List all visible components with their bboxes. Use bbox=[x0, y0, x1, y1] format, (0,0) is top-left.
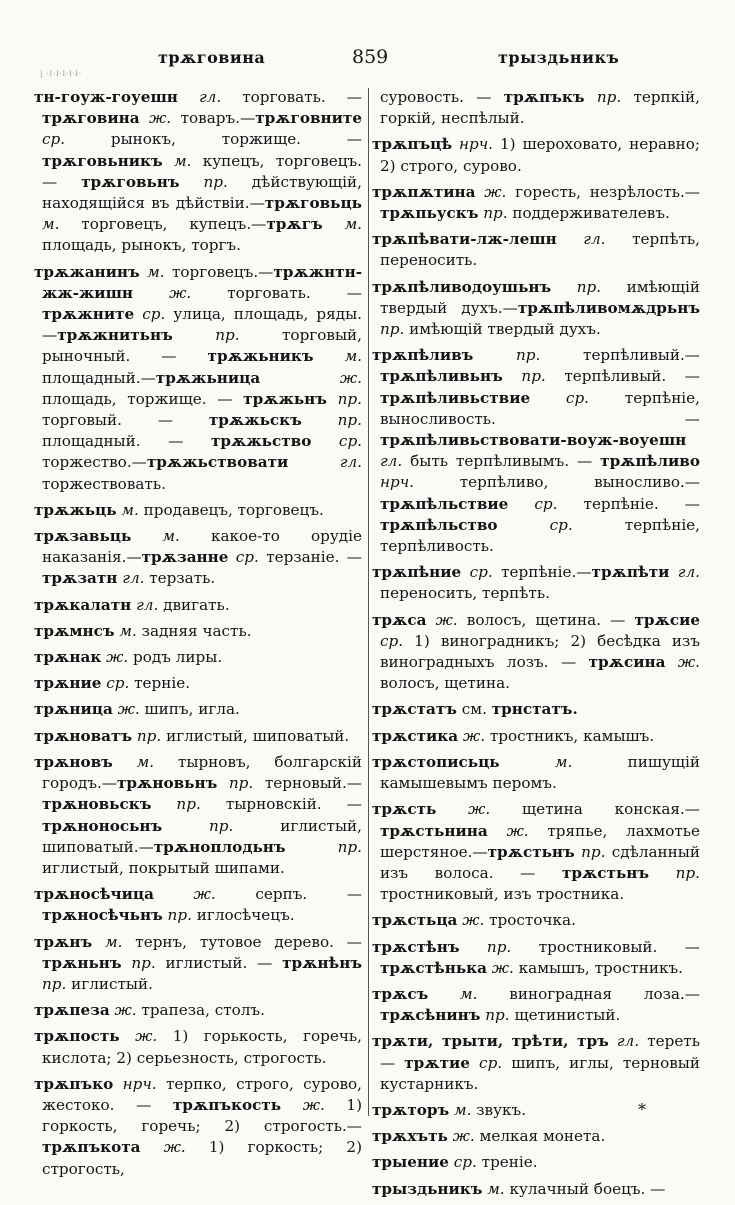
grammar-label: пр. bbox=[162, 906, 192, 925]
dictionary-entry bbox=[372, 1100, 700, 1121]
definition-text: тростникъ, камышъ. bbox=[485, 726, 655, 745]
dictionary-entry bbox=[372, 1152, 700, 1173]
definition-text: терніе. bbox=[129, 674, 191, 693]
definition-text: треніе. bbox=[476, 1153, 538, 1172]
headword: трѫстѣнъ bbox=[372, 937, 460, 956]
headword: трѫпъцѣ bbox=[372, 135, 453, 154]
definition-text: 1) горькость, горечь, кислота; 2) серьезность, строгость. bbox=[42, 1027, 362, 1067]
grammar-label: ж. bbox=[665, 653, 701, 672]
definition-text: щетина конская.— bbox=[490, 800, 700, 819]
headword: трѫпѣливомѫдрьнъ bbox=[517, 298, 700, 317]
dictionary-entry bbox=[372, 910, 700, 931]
dictionary-entry bbox=[34, 87, 362, 257]
definition-text: терпкій, горкій, неспѣлый. bbox=[380, 88, 700, 128]
grammar-label: ср. bbox=[508, 494, 558, 513]
grammar-label: м. bbox=[162, 151, 192, 170]
grammar-label: ж. bbox=[260, 368, 362, 387]
headword: трѫти, трыти, трѣти, тръ bbox=[372, 1032, 609, 1051]
definition-text: товаръ.— bbox=[171, 109, 256, 128]
headword: трѫпьускъ bbox=[380, 204, 479, 223]
definition-text: переносить, терпѣть. bbox=[380, 584, 550, 603]
dictionary-entry bbox=[372, 182, 700, 224]
dictionary-entry bbox=[34, 262, 362, 495]
grammar-label: гл. bbox=[669, 563, 700, 582]
definition-text: виноградная лоза.— bbox=[477, 984, 700, 1003]
headword: трѫновьнъ bbox=[117, 774, 218, 793]
grammar-label: ж. bbox=[436, 800, 491, 819]
headword: трѫнак bbox=[34, 648, 102, 667]
grammar-label: ср. bbox=[469, 1053, 503, 1072]
definition-text: площадь, торжище. — bbox=[42, 389, 244, 408]
dictionary-entry bbox=[34, 500, 362, 521]
definition-text: торговый, рыночный. — bbox=[42, 326, 362, 366]
definition-text: дѣйствующій, находящійся въ дѣйствіи.— bbox=[42, 172, 362, 213]
grammar-label: ж. bbox=[101, 648, 129, 667]
headword: тн-гоуж-гоуешн bbox=[34, 88, 178, 106]
definition-text: терзаніе. — bbox=[258, 548, 362, 567]
grammar-label: ж. bbox=[447, 1127, 475, 1146]
definition-text: терпѣніе, терпѣливость. bbox=[380, 515, 700, 556]
dictionary-entry bbox=[34, 1074, 362, 1180]
definition-text: рынокъ, торжище. — bbox=[65, 130, 362, 149]
headword: трѫпъкота bbox=[42, 1138, 141, 1157]
grammar-label: пр. bbox=[584, 88, 622, 106]
definition-text: волосъ, щетина. — bbox=[457, 610, 635, 629]
grammar-label: ж. bbox=[140, 1138, 186, 1157]
grammar-label: гл. bbox=[117, 569, 145, 588]
definition-text: купецъ, торговецъ. — bbox=[42, 151, 362, 191]
definition-text: иглистый, шиповатый. bbox=[161, 726, 350, 745]
definition-text: горесть, незрѣлость.— bbox=[506, 182, 700, 201]
definition-text: терпѣть, переносить. bbox=[380, 230, 700, 270]
header-first-word: трѫговина bbox=[158, 48, 266, 67]
headword: трѫсѣнинъ bbox=[380, 1006, 481, 1025]
headword: трѫговьць bbox=[264, 194, 362, 213]
grammar-label: пр. bbox=[172, 326, 240, 345]
definition-text: 1) виноградникъ; 2) бесѣдка изъ виноградныхъ лозъ. — bbox=[380, 631, 700, 672]
dictionary-entry bbox=[372, 610, 700, 695]
definition-text: иглистый. — bbox=[155, 953, 283, 972]
headword: трѫпъко bbox=[34, 1074, 114, 1093]
definition-text: площадь, рынокъ, торгъ. bbox=[42, 236, 241, 255]
dictionary-entry bbox=[372, 937, 700, 979]
headword: трѫжнитьнъ bbox=[57, 326, 173, 345]
library-stamp: | ·l·l·l·l·l· bbox=[40, 70, 83, 78]
grammar-label: ср. bbox=[42, 130, 66, 149]
dictionary-entry bbox=[372, 726, 700, 747]
grammar-label: ж. bbox=[426, 610, 458, 629]
definition-text: тернъ, тутовое дерево. — bbox=[122, 932, 362, 951]
definition-text: площадный. — bbox=[42, 432, 211, 451]
grammar-label: пр. bbox=[42, 974, 67, 993]
definition-text: тростниковый. — bbox=[511, 937, 700, 956]
grammar-label: м. bbox=[92, 932, 123, 951]
headword: трѫторъ bbox=[372, 1100, 450, 1119]
grammar-label: пр. bbox=[301, 411, 362, 430]
grammar-label: гл. bbox=[131, 595, 159, 614]
definition-text: какое-то орудіе наказанія.— bbox=[42, 527, 362, 567]
dictionary-entry bbox=[34, 673, 362, 694]
headword: трѫстатъ bbox=[372, 700, 457, 719]
grammar-label: ж. bbox=[119, 1027, 158, 1046]
grammar-label: ж. bbox=[139, 109, 172, 128]
headword: трѫпѣливьствовати-воуж-воуешн bbox=[380, 431, 687, 450]
headword: трѫница bbox=[34, 700, 113, 719]
right-column bbox=[372, 87, 700, 1205]
dictionary-entry bbox=[34, 752, 362, 879]
grammar-label: пр. bbox=[649, 863, 700, 882]
definition-text: задняя часть. bbox=[136, 621, 252, 640]
definition-text: 1) горкость, горечь; 2) строгость.— bbox=[42, 1095, 362, 1136]
headword: трѫговьникъ bbox=[42, 151, 163, 170]
definition-text: серпъ. — bbox=[215, 885, 363, 904]
headword: трѫжьць bbox=[34, 500, 117, 519]
headword: трѫпѣливьнъ bbox=[380, 367, 503, 386]
grammar-label: м. bbox=[42, 215, 60, 234]
headword: трѫхъть bbox=[372, 1127, 448, 1146]
definition-text: щетинистый. bbox=[509, 1006, 621, 1025]
dictionary-entry bbox=[34, 1000, 362, 1021]
definition-text: 1) горкость; 2) строгость, bbox=[42, 1138, 362, 1178]
definition-text: сдѣланный изъ волоса. — bbox=[380, 842, 700, 882]
grammar-label: ж. bbox=[281, 1095, 325, 1114]
definition-text: терпѣливо, выносливо.— bbox=[414, 473, 700, 492]
grammar-label: ср. bbox=[530, 388, 589, 407]
definition-text: см. bbox=[456, 700, 492, 719]
definition-text: терпѣніе. — bbox=[557, 494, 700, 513]
grammar-label: пр. bbox=[459, 937, 512, 956]
definition-text: терпко, строго, сурово, жестоко. — bbox=[42, 1074, 362, 1114]
running-header bbox=[0, 44, 735, 74]
headword: трѫпъкость bbox=[172, 1095, 282, 1114]
definition-text: родъ лиры. bbox=[128, 648, 223, 667]
headword: трѫжнтн-жж-жишн bbox=[42, 262, 362, 302]
headword: трѫжьнъ bbox=[243, 389, 327, 408]
definition-text: торговецъ, купецъ.— bbox=[59, 215, 267, 234]
dictionary-entry bbox=[34, 1026, 362, 1068]
grammar-label: пр. bbox=[480, 1006, 510, 1025]
definition-text: тырновскій. — bbox=[200, 795, 362, 814]
grammar-label: ср. bbox=[448, 1153, 477, 1172]
headword: трѫновъ bbox=[34, 752, 113, 771]
headword: трѫноватъ bbox=[34, 726, 133, 745]
headword: трѫсъ bbox=[372, 984, 429, 1003]
headword: трѫстика bbox=[372, 726, 459, 745]
definition-text: имѣющій твердый духъ. bbox=[404, 320, 601, 339]
definition-text: шипъ, иглы, терновый кустарникъ. bbox=[380, 1053, 700, 1093]
headword: трѫтие bbox=[404, 1053, 470, 1072]
grammar-label: нрч. bbox=[113, 1074, 157, 1093]
definition-text: торжествовать. bbox=[42, 474, 166, 493]
grammar-label: м. bbox=[322, 215, 362, 234]
grammar-label: ср. bbox=[461, 563, 493, 582]
grammar-label: гл. bbox=[556, 230, 606, 249]
grammar-label: гл. bbox=[288, 453, 362, 472]
dictionary-entry bbox=[372, 277, 700, 341]
dictionary-entry bbox=[372, 799, 700, 905]
headword: трѫпѣльство bbox=[380, 515, 498, 534]
grammar-label: м. bbox=[449, 1100, 472, 1119]
headword: трѫговните bbox=[255, 109, 362, 128]
headword: трѫзавьць bbox=[34, 527, 132, 546]
dictionary-entry bbox=[34, 726, 362, 747]
dictionary-entry bbox=[372, 1179, 700, 1200]
headword: трѫсть bbox=[372, 800, 437, 819]
dictionary-entry bbox=[34, 699, 362, 720]
grammar-label: м. bbox=[313, 347, 362, 366]
headword: трѫжьскъ bbox=[208, 411, 302, 430]
definition-text: торговецъ.— bbox=[164, 262, 274, 281]
grammar-label: м. bbox=[499, 752, 573, 771]
grammar-label: нрч. bbox=[380, 473, 415, 492]
grammar-label: м. bbox=[428, 984, 478, 1003]
headword: трѫговьнъ bbox=[81, 172, 180, 191]
grammar-label: пр. bbox=[151, 795, 201, 814]
headword: трѫноносьнъ bbox=[42, 816, 163, 835]
dictionary-entry bbox=[34, 621, 362, 642]
definition-text: терновый.— bbox=[253, 774, 362, 793]
dictionary-entry bbox=[372, 562, 700, 604]
headword: трѫпѣливо bbox=[600, 452, 700, 471]
definition-text: быть терпѣливымъ. — bbox=[402, 452, 601, 471]
headword: трѫжьство bbox=[210, 432, 312, 451]
grammar-label: пр. bbox=[326, 389, 362, 408]
headword: трѫжьница bbox=[155, 368, 261, 387]
headword: трѫпѣти bbox=[591, 563, 670, 582]
grammar-label: ж. bbox=[153, 885, 216, 904]
definition-text: поддерживателевъ. bbox=[507, 204, 670, 223]
definition-text: терпѣніе.— bbox=[492, 563, 592, 582]
definition-text: площадный.— bbox=[42, 368, 156, 387]
column-divider bbox=[368, 88, 369, 1116]
headword: трѫмнсъ bbox=[34, 621, 115, 640]
definition-text: тереть — bbox=[380, 1032, 700, 1072]
grammar-label: гл. bbox=[608, 1032, 640, 1051]
definition-text: волосъ, щетина. bbox=[380, 674, 510, 693]
headword: трѫстьнъ bbox=[487, 842, 575, 861]
headword: трѫстьца bbox=[372, 911, 458, 930]
dictionary-entry bbox=[372, 1031, 700, 1095]
dictionary-entry bbox=[372, 229, 700, 271]
grammar-label: ж. bbox=[487, 821, 529, 840]
grammar-label: м. bbox=[139, 262, 165, 281]
headword: трѫжанинъ bbox=[34, 262, 140, 281]
grammar-label: пр. bbox=[574, 842, 606, 861]
grammar-label: м. bbox=[482, 1179, 505, 1198]
definition-text: шипъ, игла. bbox=[139, 700, 240, 719]
headword: трѫноплодьнъ bbox=[153, 837, 286, 856]
definition-text: терпѣливый.— bbox=[540, 346, 700, 365]
grammar-label: ж. bbox=[486, 958, 514, 977]
grammar-label: пр. bbox=[132, 726, 162, 745]
grammar-label: гл. bbox=[177, 88, 222, 106]
definition-text: камышъ, тростникъ. bbox=[513, 958, 683, 977]
grammar-label: гл. bbox=[380, 452, 403, 471]
definition-text: 1) шероховато, неравно; 2) строго, сурово. bbox=[380, 135, 700, 175]
grammar-label: пр. bbox=[473, 346, 541, 365]
definition-text: торжество.— bbox=[42, 453, 147, 472]
headword: трыздьникъ bbox=[372, 1179, 483, 1198]
headword: трѫпость bbox=[34, 1027, 120, 1046]
grammar-label: м. bbox=[112, 752, 155, 771]
definition-text: мелкая монета. bbox=[474, 1127, 606, 1146]
headword: трѫпъкъ bbox=[503, 88, 585, 106]
headword: трѫзанне bbox=[141, 548, 229, 567]
headword: трнстатъ. bbox=[491, 700, 578, 719]
dictionary-entry bbox=[372, 1126, 700, 1147]
grammar-label: нрч. bbox=[452, 135, 494, 154]
headword: трѫстѣнька bbox=[380, 958, 487, 977]
grammar-label: пр. bbox=[121, 953, 156, 972]
grammar-label: ж. bbox=[133, 283, 192, 302]
page-number: 859 bbox=[352, 46, 389, 68]
definition-text: тросточка. bbox=[484, 911, 576, 930]
headword: трѫние bbox=[34, 674, 102, 693]
grammar-label: ж. bbox=[112, 700, 140, 719]
grammar-label: пр. bbox=[162, 816, 234, 835]
headword: трѫньнъ bbox=[42, 953, 122, 972]
headword: трѫкалатн bbox=[34, 595, 132, 614]
grammar-label: м. bbox=[116, 500, 139, 519]
grammar-label: ср. bbox=[311, 432, 362, 451]
grammar-label: ж. bbox=[457, 911, 485, 930]
definition-text: иглосѣчецъ. bbox=[191, 906, 295, 925]
headword: трѫговина bbox=[42, 109, 140, 128]
headword: трѫжьствовати bbox=[146, 453, 289, 472]
grammar-label: ср. bbox=[497, 515, 573, 534]
definition-text: звукъ. bbox=[471, 1100, 527, 1119]
headword: трѫнѣнъ bbox=[282, 953, 362, 972]
dictionary-entry bbox=[372, 87, 700, 129]
headword: трыение bbox=[372, 1153, 449, 1172]
definition-text: торговать. — bbox=[221, 88, 362, 106]
dictionary-entry bbox=[34, 526, 362, 590]
headword: трѫгъ bbox=[266, 215, 323, 234]
headword: трѫносѣчица bbox=[34, 885, 154, 904]
dictionary-entry bbox=[34, 932, 362, 996]
headword: трѫстьнина bbox=[380, 821, 488, 840]
grammar-label: м. bbox=[114, 621, 137, 640]
definition-text: иглистый, покрытый шипами. bbox=[42, 858, 285, 877]
dictionary-entry bbox=[34, 647, 362, 668]
dictionary-entry bbox=[34, 595, 362, 616]
dictionary-entry bbox=[372, 699, 700, 720]
definition-text: кулачный боецъ. — bbox=[504, 1179, 666, 1198]
definition-text: торговать. — bbox=[191, 283, 362, 302]
definition-text: улица, площадь, ряды.— bbox=[42, 305, 362, 345]
headword: трѫпѣливодоушьнъ bbox=[372, 277, 552, 296]
headword: трѫса bbox=[372, 610, 427, 629]
headword: трѫпеза bbox=[34, 1001, 110, 1020]
definition-text: тростниковый, изъ тростника. bbox=[380, 885, 625, 904]
headword: трѫсие bbox=[634, 610, 701, 629]
dictionary-entry bbox=[372, 752, 700, 794]
dictionary-entry bbox=[372, 345, 700, 557]
grammar-label: пр. bbox=[380, 320, 405, 339]
definition-text: продавецъ, торговецъ. bbox=[138, 500, 324, 519]
headword: трѫновьскъ bbox=[42, 795, 152, 814]
definition-text: терпѣливый. — bbox=[545, 367, 700, 386]
headword: трѫносѣчьнъ bbox=[42, 906, 163, 925]
headword: трѫжните bbox=[42, 305, 135, 324]
definition-text: терпѣніе, выносливость. — bbox=[380, 388, 700, 428]
headword: трѫпѣливъ bbox=[372, 346, 474, 365]
grammar-label: пр. bbox=[179, 172, 228, 191]
grammar-label: пр. bbox=[502, 367, 546, 386]
headword: трѫжьникъ bbox=[207, 347, 314, 366]
grammar-label: ж. bbox=[109, 1001, 137, 1020]
grammar-label: ср. bbox=[134, 305, 166, 324]
grammar-label: ср. bbox=[228, 548, 259, 567]
headword: трѫстьнъ bbox=[561, 863, 650, 882]
headword: трѫпѣние bbox=[372, 563, 462, 582]
definition-text: тырновъ, болгарскій городъ.— bbox=[42, 752, 362, 793]
grammar-label: пр. bbox=[217, 774, 254, 793]
definition-text: иглистый, шиповатый.— bbox=[42, 816, 362, 856]
footer-mark: * bbox=[638, 1100, 646, 1119]
left-column bbox=[34, 87, 362, 1185]
grammar-label: м. bbox=[131, 527, 180, 546]
header-last-word: трыздьникъ bbox=[498, 48, 620, 67]
grammar-label: ср. bbox=[380, 631, 404, 650]
grammar-label: пр. bbox=[551, 277, 602, 296]
grammar-label: пр. bbox=[285, 837, 362, 856]
headword: трѫпѫтина bbox=[372, 182, 476, 201]
grammar-label: ср. bbox=[101, 674, 130, 693]
definition-text: пишущій камышевымъ перомъ. bbox=[380, 752, 701, 793]
headword: трѫпѣливьствие bbox=[380, 388, 531, 407]
dictionary-entry bbox=[34, 884, 362, 926]
definition-text: тряпье, лахмотье шерстяное.— bbox=[380, 821, 700, 861]
grammar-label: ж. bbox=[458, 726, 486, 745]
definition-text: суровость. — bbox=[380, 88, 504, 106]
headword: трѫсина bbox=[588, 653, 666, 672]
headword: трѫзатн bbox=[42, 569, 118, 588]
definition-text: терзать. bbox=[144, 569, 216, 588]
grammar-label: ж. bbox=[475, 182, 507, 201]
headword: трѫстописьць bbox=[372, 752, 500, 771]
definition-text: трапеза, столъ. bbox=[136, 1001, 265, 1020]
definition-text: двигать. bbox=[158, 595, 230, 614]
headword: трѫпѣвати-лж-лешн bbox=[372, 230, 557, 249]
headword: трѫнъ bbox=[34, 932, 93, 951]
grammar-label: пр. bbox=[478, 204, 508, 223]
definition-text: иглистый. bbox=[66, 974, 153, 993]
definition-text: имѣющій твердый духъ.— bbox=[380, 277, 700, 317]
dictionary-entry bbox=[372, 134, 700, 176]
headword: трѫпѣльствие bbox=[380, 494, 509, 513]
definition-text: торговый. — bbox=[42, 411, 209, 430]
dictionary-entry bbox=[372, 984, 700, 1026]
